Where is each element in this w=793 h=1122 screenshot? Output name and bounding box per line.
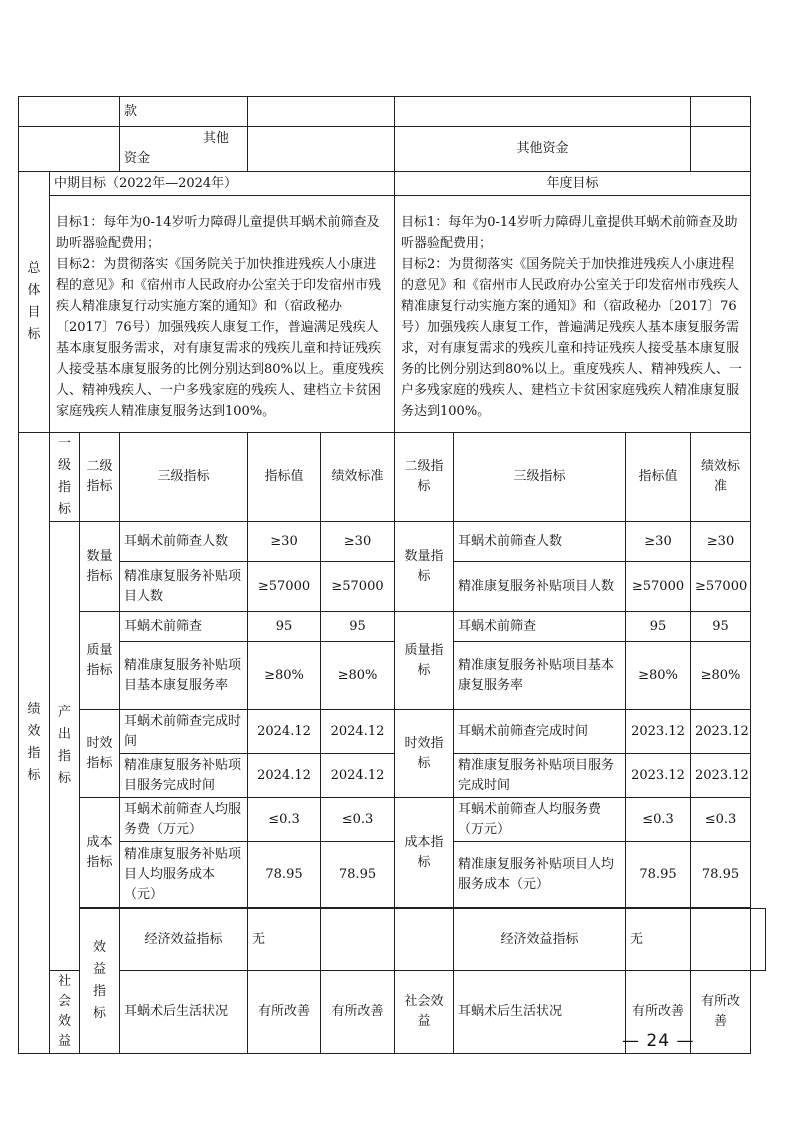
table-cell-value: 2024.12	[248, 754, 321, 798]
table-cell-rstandard: 2023.12	[691, 754, 751, 798]
mid-term-header: 中期目标（2022年—2024年）	[50, 172, 395, 196]
table-cell-rstandard: 有所改善	[691, 971, 751, 1054]
header-level2: 二级指标	[80, 433, 120, 522]
economic-benefit-label-right: 经济效益指标	[454, 909, 626, 971]
table-cell-rstandard: ≥80%	[691, 642, 751, 710]
economic-benefit-label: 经济效益指标	[120, 909, 248, 971]
blank-cell	[691, 909, 751, 971]
header-level3: 三级指标	[120, 433, 248, 522]
header-standard-right: 绩效标准	[691, 433, 751, 522]
table-cell-value: 95	[248, 612, 321, 642]
quality-label-right: 质量指标	[395, 612, 454, 710]
table-cell-l3: 精准康复服务补贴项目基本康复服务率	[120, 642, 248, 710]
quality-label: 质量指标	[80, 612, 120, 710]
table-cell-l3: 耳蜗术前筛查人数	[120, 522, 248, 562]
table-cell-standard: ≥80%	[321, 642, 395, 710]
header-value-right: 指标值	[626, 433, 691, 522]
annual-header: 年度目标	[395, 172, 751, 196]
table-cell-rvalue: 2023.12	[626, 710, 691, 754]
table-cell-value: ≤0.3	[248, 798, 321, 842]
table-cell-l3: 耳蜗术后生活状况	[120, 971, 248, 1054]
table-cell-value: 2024.12	[248, 710, 321, 754]
blank-cell	[19, 127, 120, 172]
table-cell-r3: 精准康复服务补贴项目基本康复服务率	[454, 642, 626, 710]
table-cell-l3: 耳蜗术前筛查完成时间	[120, 710, 248, 754]
funding-kuan-cell: 款	[120, 97, 248, 127]
timeliness-label: 时效指标	[80, 710, 120, 798]
table-cell-rstandard: ≥30	[691, 522, 751, 562]
table-cell-standard: ≥57000	[321, 562, 395, 612]
overall-goal-label: 总体目标	[19, 172, 50, 433]
timeliness-label-right: 时效指标	[395, 710, 454, 798]
table-cell-rvalue: 2023.12	[626, 754, 691, 798]
table-cell-r3: 耳蜗术前筛查完成时间	[454, 710, 626, 754]
cost-label: 成本指标	[80, 798, 120, 908]
table-cell-value: 有所改善	[248, 971, 321, 1054]
table-cell-r3: 耳蜗术前筛查	[454, 612, 626, 642]
annual-goal-1: 目标1：每年为0-14岁听力障碍儿童提供耳蜗术前筛查及助听器验配费用；	[401, 215, 738, 251]
table-cell-rstandard: ≥57000	[691, 562, 751, 612]
table-cell-rstandard: 2023.12	[691, 710, 751, 754]
table-cell-r3: 精准康复服务补贴项目服务完成时间	[454, 754, 626, 798]
table-cell-r3: 耳蜗术前筛查人均服务费（万元）	[454, 798, 626, 842]
table-cell-rvalue: ≥80%	[626, 642, 691, 710]
performance-indicators-label: 绩效指标	[19, 433, 50, 1054]
table-cell-l3: 耳蜗术前筛查人均服务费（万元）	[120, 798, 248, 842]
blank-cell	[691, 127, 751, 172]
output-indicators-label: 产出指标	[50, 522, 80, 971]
table-cell-rvalue: 95	[626, 612, 691, 642]
table-cell-rvalue: ≤0.3	[626, 798, 691, 842]
table-cell-value: ≥30	[248, 522, 321, 562]
table-cell-standard: 2024.12	[321, 754, 395, 798]
table-cell-rstandard: 95	[691, 612, 751, 642]
table-cell-standard: ≤0.3	[321, 798, 395, 842]
table-cell-value: ≥57000	[248, 562, 321, 612]
other-funds-left	[120, 127, 248, 172]
table-cell-rvalue: 有所改善	[626, 971, 691, 1054]
benefit-indicators-label: 效益指标	[80, 909, 120, 1054]
mid-term-goal-1: 目标1：每年为0-14岁听力障碍儿童提供耳蜗术前筛查及助听器验配费用；	[56, 215, 380, 251]
table-cell-r3: 耳蜗术后生活状况	[454, 971, 626, 1054]
table-cell-l3: 精准康复服务补贴项目人数	[120, 562, 248, 612]
header-level1: 一级指标	[50, 433, 80, 522]
page-number: — 24 —	[622, 1031, 695, 1051]
quantity-label: 数量指标	[80, 522, 120, 612]
other-funds-right: 其他资金	[395, 127, 691, 172]
mid-term-goal-text	[50, 196, 395, 433]
table-cell-r3: 无	[626, 909, 691, 971]
header-value: 指标值	[248, 433, 321, 522]
blank-cell	[248, 127, 395, 172]
table-cell-standard: ≥30	[321, 522, 395, 562]
table-cell-rvalue: 78.95	[626, 842, 691, 908]
social-benefit-label: 社会效益	[50, 971, 80, 1054]
header-standard: 绩效标准	[321, 433, 395, 522]
header-level2-right: 二级指标	[395, 433, 454, 522]
mid-term-goal-2: 目标2：为贯彻落实《国务院关于加快推进残疾人小康进程的意见》和《宿州市人民政府办公室关于印发宿州市残疾人精准康复行动实施方案的通知》和（宿政秘办〔2017〕76号）加强残疾人康复工作，普遍满足残疾人基本康复服务需求，对有康复需求的残疾儿童和持证残疾人接受基本康复服务的比例分别达到80%以上。重度残疾人、精神残疾人、一户多残家庭的残疾人、建档立卡贫困家庭残疾人精准康复服务达到100%。	[56, 257, 384, 419]
table-cell-l3: 耳蜗术前筛查	[120, 612, 248, 642]
table-cell-rvalue: ≥30	[626, 522, 691, 562]
blank-cell	[19, 97, 120, 127]
table-cell-standard: 95	[321, 612, 395, 642]
header-level3-right: 三级指标	[454, 433, 626, 522]
table-cell-rstandard: ≤0.3	[691, 798, 751, 842]
blank-cell	[395, 909, 454, 971]
table-cell-standard: 78.95	[321, 842, 395, 908]
table-cell-rvalue: ≥57000	[626, 562, 691, 612]
table-cell-l3: 无	[248, 909, 321, 971]
table-cell-r3: 精准康复服务补贴项目人数	[454, 562, 626, 612]
table-cell-r3: 精准康复服务补贴项目人均服务成本（元）	[454, 842, 626, 908]
social-benefit-label-right: 社会效益	[395, 971, 454, 1054]
annual-goal-text	[395, 196, 751, 433]
table-cell-r3: 耳蜗术前筛查人数	[454, 522, 626, 562]
table-cell-rstandard: 78.95	[691, 842, 751, 908]
performance-table	[18, 96, 766, 1054]
table-cell-standard: 2024.12	[321, 710, 395, 754]
table-cell-value: ≥80%	[248, 642, 321, 710]
other-funds-left-a: 其他	[202, 131, 229, 146]
cost-label-right: 成本指标	[395, 798, 454, 908]
blank-cell	[248, 97, 395, 127]
blank-cell	[321, 909, 395, 971]
table-cell-l3: 精准康复服务补贴项目服务完成时间	[120, 754, 248, 798]
blank-cell	[395, 97, 691, 127]
annual-goal-2: 目标2：为贯彻落实《国务院关于加快推进残疾人小康进程的意见》和《宿州市人民政府办公室关于印发宿州市残疾人精准康复行动实施方案的通知》和（宿政秘办〔2017〕76号）加强残疾人康复工作，普遍满足残疾人基本康复服务需求，对有康复需求的残疾儿童和持证残疾人接受基本康复服务的比例分别达到80%以上。重度残疾人、精神残疾人、一户多残家庭的残疾人、建档立卡贫困家庭残疾人精准康复服务达到100%。	[401, 257, 742, 419]
blank-cell	[691, 97, 751, 127]
table-cell-standard: 有所改善	[321, 971, 395, 1054]
blank-cell	[751, 909, 766, 971]
table-cell-l3: 精准康复服务补贴项目人均服务成本（元）	[120, 842, 248, 908]
other-funds-left-b: 资金	[124, 151, 151, 166]
table-cell-value: 78.95	[248, 842, 321, 908]
quantity-label-right: 数量指标	[395, 522, 454, 612]
